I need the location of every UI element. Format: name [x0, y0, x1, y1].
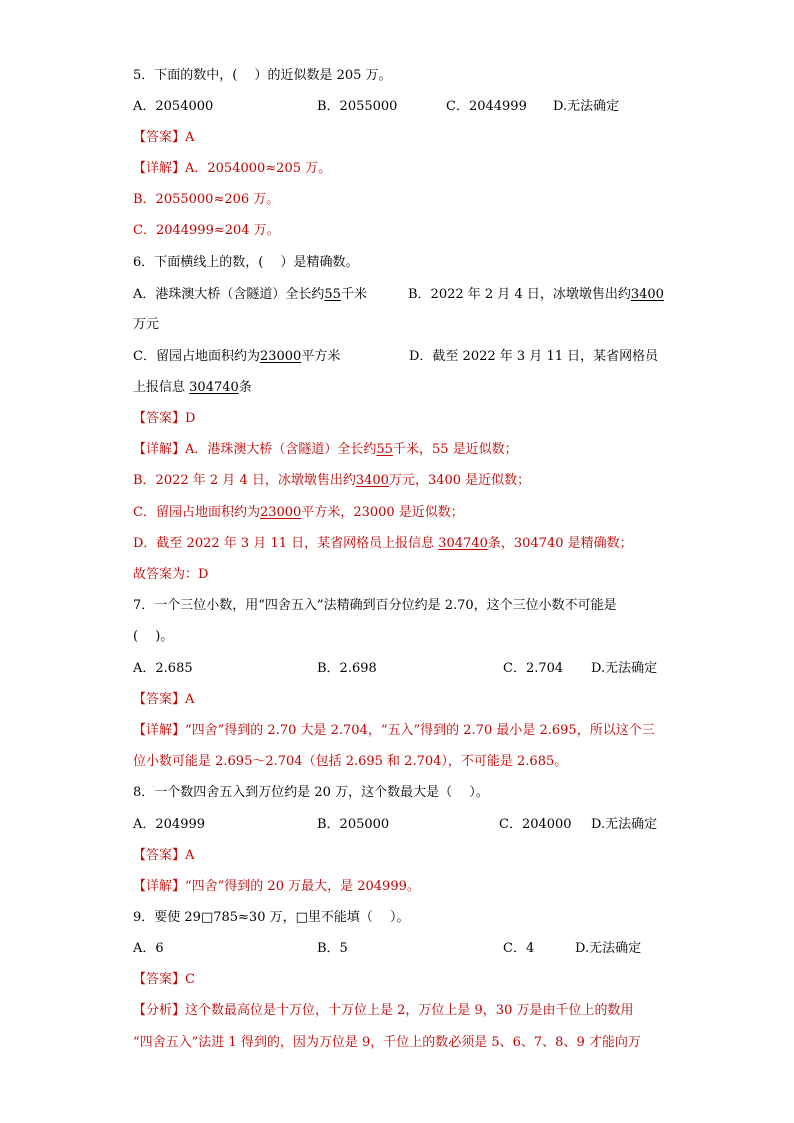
q9-analysis-line-2: “四舍五入”法进 1 得到的，因为万位是 9，千位上的数必须是 5、6、7、8、9 才能向万	[133, 1035, 641, 1050]
q8-option-d: D.无法确定	[591, 817, 658, 832]
q6-option-b-continued: 万元	[133, 317, 160, 332]
q5-detail-3: C．2044999≈204 万。	[133, 223, 280, 238]
q6-option-b-underlined: 3400	[630, 287, 664, 302]
question-9-stem: 9．要使 29□785≈30 万，□里不能填（ ）。	[133, 910, 410, 925]
q5-answer: 【答案】A	[133, 130, 195, 145]
q6-detail-2: B．2022 年 2 月 4 日，冰墩墩售出约3400万元，3400 是近似数；	[133, 473, 531, 488]
q6-option-a-underlined: 55	[324, 287, 341, 302]
q9-answer: 【答案】C	[133, 972, 195, 987]
q9-option-a: A．6	[133, 941, 164, 956]
q9-option-b: B．5	[317, 941, 348, 956]
q6-detail-3: C．留园占地面积约为23000平方米，23000 是近似数；	[133, 505, 464, 520]
q5-option-d: D.无法确定	[553, 99, 620, 114]
q5-detail-1: 【详解】A．2054000≈205 万。	[133, 161, 332, 176]
q7-option-c: C．2.704	[503, 661, 564, 676]
q6-option-a: A．港珠澳大桥（含隧道）全长约55千米	[133, 287, 367, 302]
q6-option-c-underlined: 23000	[259, 349, 302, 364]
q6-option-c: C．留园占地面积约为23000平方米	[133, 349, 341, 364]
q8-detail: 【详解】“四舍”得到的 20 万最大，是 204999。	[133, 879, 420, 894]
q6-option-d-underlined: 304740	[189, 380, 239, 395]
q5-option-a: A．2054000	[133, 99, 214, 114]
question-7-stem-line-1: 7．一个三位小数，用“四舍五入”法精确到百分位约是 2.70，这个三位小数不可能是	[133, 598, 617, 613]
q8-option-c: C．204000	[499, 817, 572, 832]
q7-option-b: B．2.698	[317, 661, 377, 676]
q9-option-d: D.无法确定	[575, 941, 642, 956]
q6-option-d-continued: 上报信息 304740条	[133, 380, 252, 395]
q8-option-b: B．205000	[317, 817, 390, 832]
q7-answer: 【答案】A	[133, 692, 195, 707]
q8-option-a: A．204999	[133, 817, 206, 832]
question-6-stem: 6．下面横线上的数，( ）是精确数。	[133, 255, 359, 270]
q7-detail-line-2: 位小数可能是 2.695～2.704（包括 2.695 和 2.704），不可能是 2.685。	[133, 754, 568, 769]
question-5-stem: 5．下面的数中，( ）的近似数是 205 万。	[133, 68, 392, 83]
q5-detail-2: B．2055000≈206 万。	[133, 192, 280, 207]
q6-detail-4: D．截至 2022 年 3 月 11 日，某省网格员上报信息 304740条，304740 是精确数；	[133, 536, 633, 551]
q9-option-c: C．4	[503, 941, 535, 956]
q7-option-a: A．2.685	[133, 661, 193, 676]
q6-detail-1: 【详解】A．港珠澳大桥（含隧道）全长约55千米，55 是近似数；	[133, 442, 518, 457]
q8-answer: 【答案】A	[133, 848, 195, 863]
q9-analysis-line-1: 【分析】这个数最高位是十万位，十万位上是 2，万位上是 9，30 万是由千位上的数用	[133, 1003, 634, 1018]
q5-option-c: C．2044999	[446, 99, 527, 114]
question-7-stem-line-2: ( )。	[133, 629, 174, 644]
q6-conclusion: 故答案为：D	[133, 567, 209, 582]
q7-option-d: D.无法确定	[591, 661, 658, 676]
q5-option-b: B．2055000	[317, 99, 398, 114]
q6-answer: 【答案】D	[133, 411, 196, 426]
q7-detail-line-1: 【详解】“四舍”得到的 2.70 大是 2.704，“五入”得到的 2.70 最小是 2.695，所以这个三	[133, 723, 655, 738]
question-8-stem: 8．一个数四舍五入到万位约是 20 万，这个数最大是（ ）。	[133, 785, 489, 800]
q6-option-d: D．截至 2022 年 3 月 11 日，某省网格员	[409, 349, 659, 364]
q6-option-b: B．2022 年 2 月 4 日，冰墩墩售出约3400	[408, 287, 664, 302]
